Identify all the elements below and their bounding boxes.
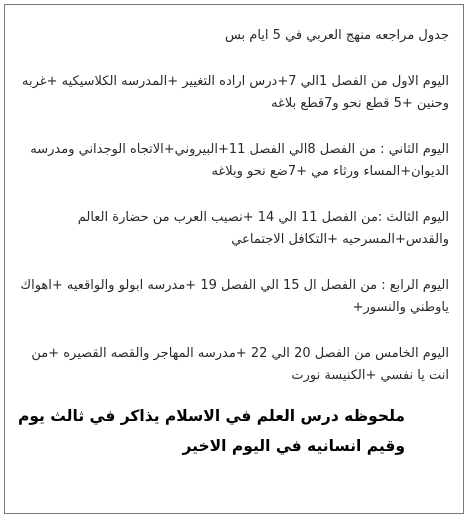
day-5-entry: اليوم الخامس من الفصل 20 الي 22 +مدرسه المهاجر والقصه القصيره +من انت يا نفسي +الكنيسة نورت xyxy=(31,346,449,383)
day-4-entry: اليوم الرابع : من الفصل ال 15 الي الفصل 19 +مدرسه ابولو والواقعيه +اهواك ياوطني والنسور+ xyxy=(20,278,449,315)
document-body xyxy=(5,5,463,461)
note-line-2: وقيم انسانيه في اليوم الاخير xyxy=(182,437,405,455)
day-2-entry: اليوم الثاني : من الفصل 8الي الفصل 11+البيروني+الاتجاه الوجداني ومدرسه الديوان+المساء ورثاء مي +7ضع نحو وبلاغه xyxy=(30,142,449,179)
day-1-entry: اليوم الاول من الفصل 1الي 7+درس اراده التغيير +المدرسه الكلاسيكيه +غربه وحنين +5 قطع نحو و7قطع بلاغه xyxy=(22,74,449,111)
schedule-title: جدول مراجعه منهج العربي في 5 ايام بس xyxy=(224,28,449,43)
document-page xyxy=(4,4,464,514)
note-line-1: ملحوظه درس العلم في الاسلام يذاكر في ثالث يوم xyxy=(17,407,405,425)
study-note xyxy=(15,401,449,461)
day-3-entry: اليوم الثالث :من الفصل 11 الي 14 +نصيب العرب من حضارة العالم والقدس+المسرحيه +التكافل الاجتماعي xyxy=(77,210,449,247)
